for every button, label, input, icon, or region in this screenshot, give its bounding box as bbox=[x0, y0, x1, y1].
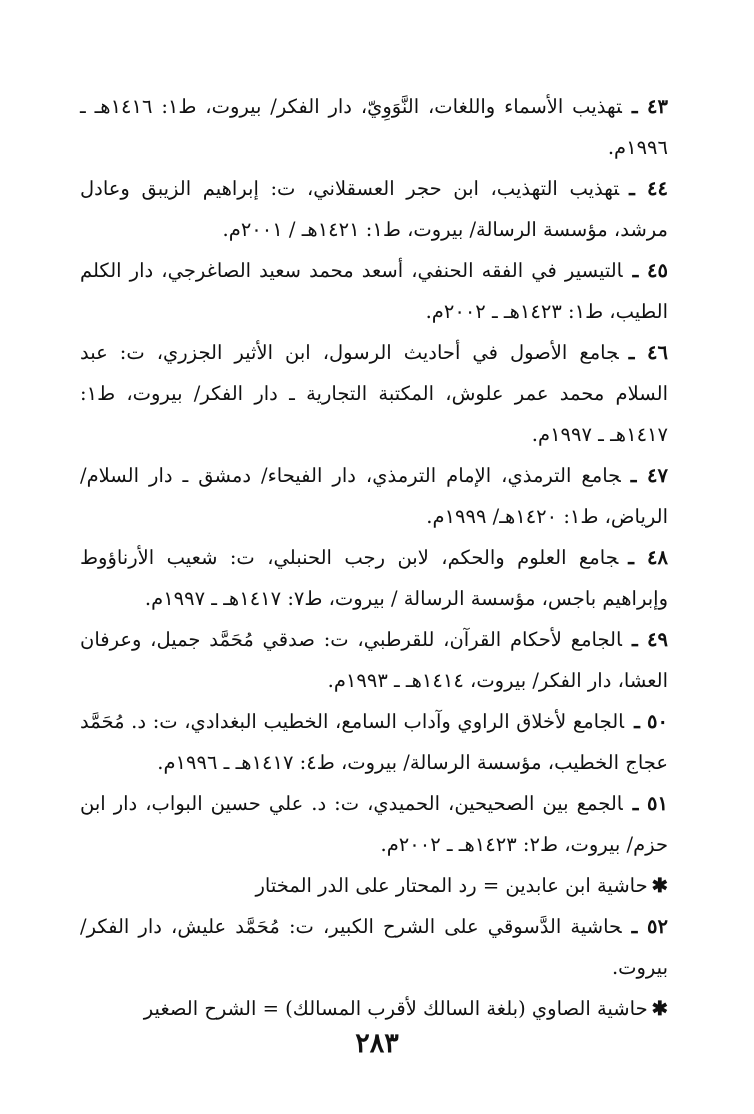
bibliography-entry-44 bbox=[80, 168, 668, 250]
entry-number: ٤٤ ـ bbox=[629, 177, 668, 200]
bibliography-entry-46 bbox=[80, 332, 668, 455]
entry-number: ٥١ ـ bbox=[632, 792, 668, 815]
entry-text: جامع العلوم والحكم، لابن رجب الحنبلي، ت: شعيب الأرناؤوط وإبراهيم باجس، مؤسسة الرسالة / بيروت، ط٧: ١٤١٧هـ ـ ١٩٩٧م. bbox=[80, 546, 668, 610]
entry-number: ٤٣ ـ bbox=[631, 95, 668, 118]
bibliography-entry-50 bbox=[80, 701, 668, 783]
page-number: ٢٨٣ bbox=[355, 1028, 399, 1059]
asterisk-icon: ✱ bbox=[651, 997, 668, 1020]
entry-number: ٥٠ ـ bbox=[634, 710, 668, 733]
cross-reference-entry bbox=[80, 865, 668, 906]
entry-number: ٤٩ ـ bbox=[631, 628, 668, 651]
bibliography-entry-47 bbox=[80, 455, 668, 537]
entry-text: تهذيب الأسماء واللغات، النَّوَوِيّ، دار الفكر/ بيروت، ط١: ١٤١٦هـ ـ ١٩٩٦م. bbox=[80, 95, 668, 159]
entry-text: حاشية الدَّسوقي على الشرح الكبير، ت: مُحَمَّد عليش، دار الفكر/ بيروت. bbox=[80, 915, 668, 979]
asterisk-icon: ✱ bbox=[651, 874, 668, 897]
bibliography-entry-52 bbox=[80, 906, 668, 988]
bibliography-list bbox=[80, 86, 668, 1029]
entry-text: حاشية ابن عابدين = رد المحتار على الدر المختار bbox=[255, 874, 648, 897]
entry-text: تهذيب التهذيب، ابن حجر العسقلاني، ت: إبراهيم الزيبق وعادل مرشد، مؤسسة الرسالة/ بيروت، ط١: ١٤٢١هـ / ٢٠٠١م. bbox=[80, 177, 668, 241]
cross-reference-entry bbox=[80, 988, 668, 1029]
entry-text: جامع الترمذي، الإمام الترمذي، دار الفيحاء/ دمشق ـ دار السلام/ الرياض، ط١: ١٤٢٠هـ/ ١٩٩٩م. bbox=[80, 464, 668, 528]
entry-number: ٤٦ ـ bbox=[628, 341, 668, 364]
bibliography-entry-43 bbox=[80, 86, 668, 168]
entry-text: الجامع لأخلاق الراوي وآداب السامع، الخطيب البغدادي، ت: د. مُحَمَّد عجاج الخطيب، مؤسسة الرسالة/ بيروت، ط٤: ١٤١٧هـ ـ ١٩٩٦م. bbox=[80, 710, 668, 774]
entry-number: ٤٧ ـ bbox=[630, 464, 668, 487]
entry-text: التيسير في الفقه الحنفي، أسعد محمد سعيد الصاغرجي، دار الكلم الطيب، ط١: ١٤٢٣هـ ـ ٢٠٠٢م. bbox=[80, 259, 668, 323]
bibliography-entry-48 bbox=[80, 537, 668, 619]
bibliography-entry-49 bbox=[80, 619, 668, 701]
entry-number: ٤٨ ـ bbox=[628, 546, 668, 569]
entry-text: جامع الأصول في أحاديث الرسول، ابن الأثير الجزري، ت: عبد السلام محمد عمر علوش، المكتبة التجارية ـ دار الفكر/ بيروت، ط١: ١٤١٧هـ ـ ١٩٩٧م. bbox=[80, 341, 668, 446]
entry-text: الجمع بين الصحيحين، الحميدي، ت: د. علي حسين البواب، دار ابن حزم/ بيروت، ط٢: ١٤٢٣هـ ـ ٢٠٠٢م. bbox=[80, 792, 668, 856]
entry-number: ٥٢ ـ bbox=[631, 915, 668, 938]
entry-number: ٤٥ ـ bbox=[632, 259, 668, 282]
bibliography-entry-51 bbox=[80, 783, 668, 865]
entry-text: حاشية الصاوي (بلغة السالك لأقرب المسالك) = الشرح الصغير bbox=[143, 997, 648, 1020]
entry-text: الجامع لأحكام القرآن، للقرطبي، ت: صدقي مُحَمَّد جميل، وعرفان العشا، دار الفكر/ بيروت، ١٤١٤هـ ـ ١٩٩٣م. bbox=[80, 628, 668, 692]
bibliography-entry-45 bbox=[80, 250, 668, 332]
